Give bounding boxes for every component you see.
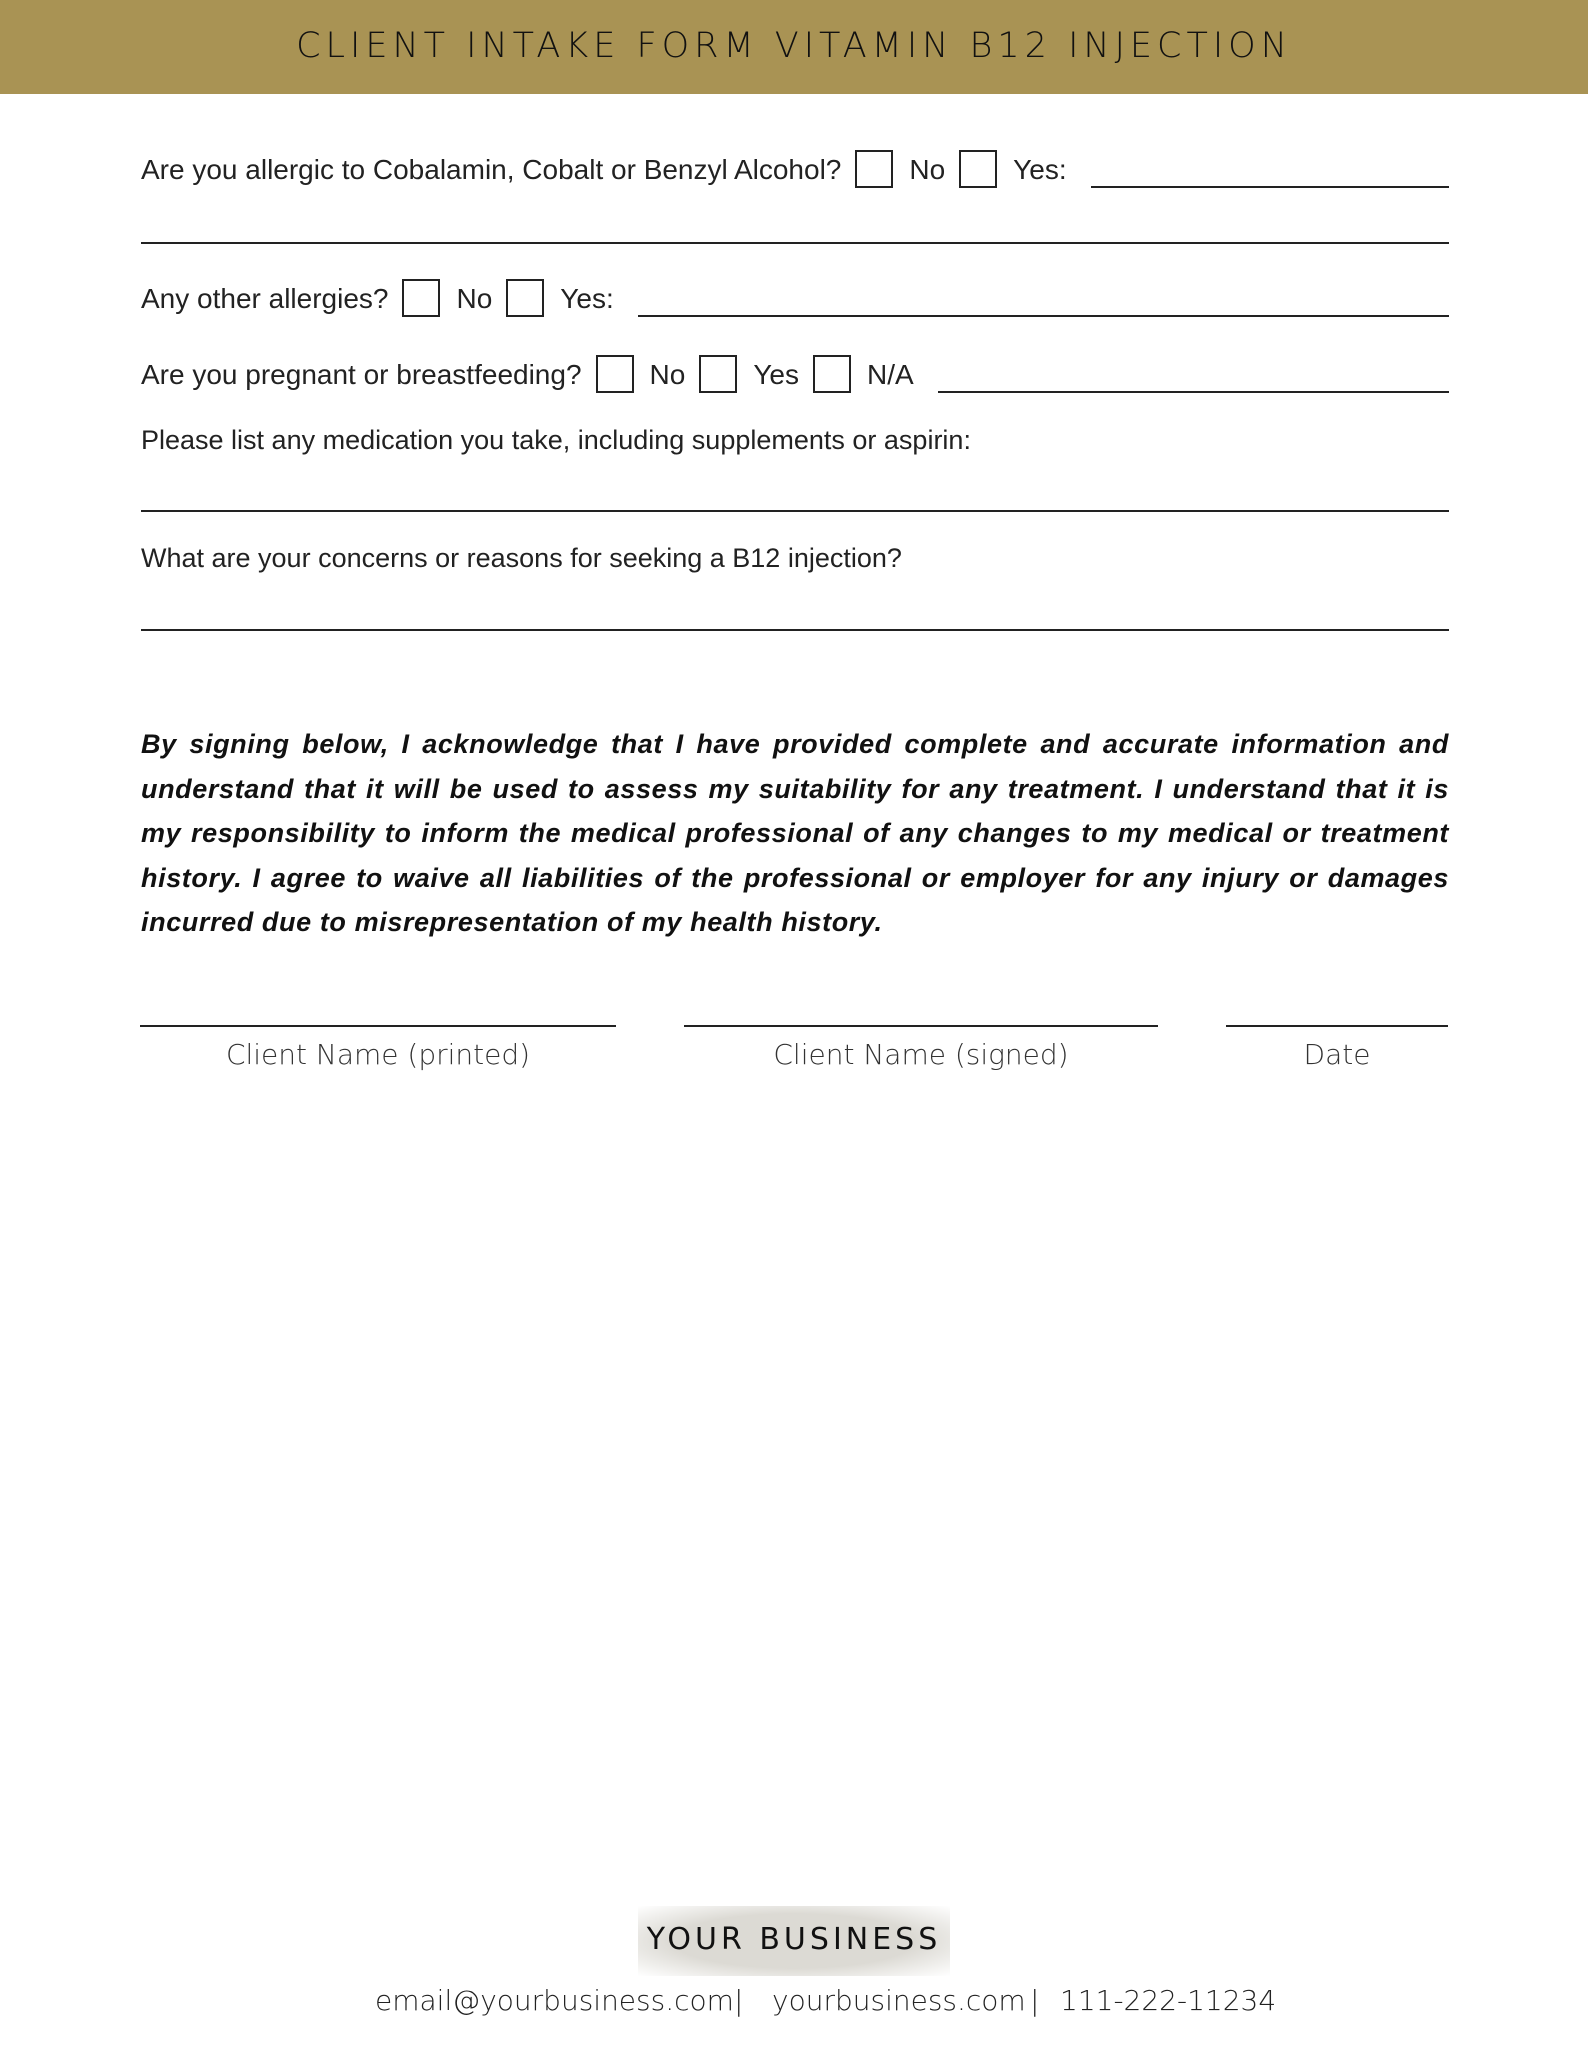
other-allergies-no-checkbox[interactable]: [402, 279, 440, 317]
allergic-no-checkbox[interactable]: [855, 150, 893, 188]
client-name-printed-input[interactable]: [140, 1025, 616, 1027]
concerns-question: What are your concerns or reasons for seeking a B12 injection?: [141, 543, 902, 573]
allergic-question: Are you allergic to Cobalamin, Cobalt or Benzyl Alcohol?: [141, 154, 842, 185]
pregnant-row: [141, 349, 1449, 393]
other-allergies-question: Any other allergies?: [141, 283, 389, 314]
client-name-signed-label: Client Name (signed): [773, 1038, 1069, 1071]
footer-phone: 111-222-11234: [1060, 1984, 1277, 2017]
medication-input[interactable]: [141, 510, 1449, 512]
form-title: CLIENT INTAKE FORM VITAMIN B12 INJECTION: [296, 26, 1292, 66]
medication-question: Please list any medication you take, including supplements or aspirin:: [141, 425, 971, 455]
pregnant-no-label: No: [649, 359, 686, 390]
allergic-details-input[interactable]: [141, 242, 1449, 244]
pregnant-input[interactable]: [938, 391, 1449, 393]
allergic-yes-label: Yes:: [1013, 154, 1067, 185]
date-input[interactable]: [1226, 1025, 1448, 1027]
allergic-yes-checkbox[interactable]: [959, 150, 997, 188]
allergic-yes-input[interactable]: [1091, 186, 1449, 188]
pregnant-na-checkbox[interactable]: [813, 355, 851, 393]
footer-email: email@yourbusiness.com: [375, 1984, 734, 2017]
pregnant-yes-checkbox[interactable]: [699, 355, 737, 393]
allergic-no-label: No: [909, 154, 946, 185]
pregnant-yes-label: Yes: [753, 359, 800, 390]
other-allergies-row: [141, 273, 1449, 317]
other-allergies-yes-label: Yes:: [560, 283, 614, 314]
pregnant-na-label: N/A: [867, 359, 914, 390]
other-allergies-yes-checkbox[interactable]: [506, 279, 544, 317]
client-name-signed-input[interactable]: [684, 1025, 1158, 1027]
date-label: Date: [1303, 1038, 1371, 1071]
pregnant-question: Are you pregnant or breastfeeding?: [141, 359, 582, 390]
business-name: YOUR BUSINESS: [646, 1922, 942, 1957]
other-allergies-no-label: No: [456, 283, 493, 314]
footer-separator: |: [1030, 1984, 1040, 2017]
business-logo: [638, 1906, 950, 1976]
pregnant-no-checkbox[interactable]: [596, 355, 634, 393]
allergic-row: [141, 144, 1449, 188]
client-name-printed-label: Client Name (printed): [225, 1038, 531, 1071]
header-banner: [0, 0, 1588, 94]
acknowledgement-text: By signing below, I acknowledge that I have provided complete and accurate information and understand that it will be used to assess my suitability for any treatment. I understand that it is my responsibility to inform the medical professional of any changes to my medical or treatment history. I agree to waive all liabilities of the professional or employer for any injury or damages incurred due to misrepresentation of my health history.: [141, 729, 1449, 938]
footer-separator: |: [734, 1984, 744, 2017]
other-allergies-input[interactable]: [638, 315, 1449, 317]
concerns-input[interactable]: [141, 629, 1449, 631]
footer-website: yourbusiness.com: [772, 1984, 1026, 2017]
